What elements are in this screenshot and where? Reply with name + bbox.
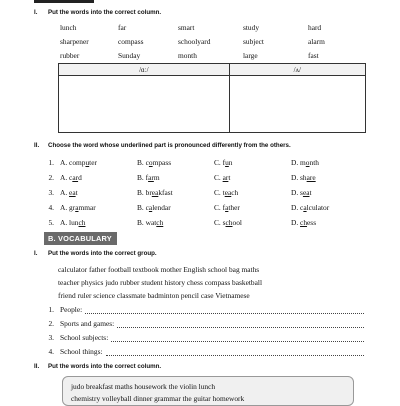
underlined-part: a: [303, 203, 307, 212]
answer-option[interactable]: [137, 188, 214, 197]
option-text: m: [300, 158, 306, 167]
option-text: A.: [60, 203, 70, 212]
underlined-part: ch: [225, 218, 233, 227]
word-item: subject: [243, 36, 264, 46]
option-text: gr: [69, 203, 76, 212]
underlined-part: a: [225, 203, 229, 212]
option-text: m: [153, 173, 160, 182]
option-text: lun: [69, 218, 79, 227]
option-text: ther: [228, 203, 240, 212]
answer-option[interactable]: [214, 218, 291, 227]
underlined-part: ea: [69, 188, 76, 197]
column-header-aa: /ɑː/: [59, 64, 230, 76]
word-item: schoolyard: [178, 36, 211, 46]
word-item: compass: [118, 36, 144, 46]
word-line: friend ruler science classmate badminton pencil case Vietnamese: [58, 291, 250, 300]
item-number: 1.: [48, 305, 54, 314]
instruction-text: Put the words into the correct group.: [48, 250, 157, 257]
underlined-part: a: [148, 203, 153, 212]
item-number: 3.: [48, 333, 54, 342]
option-text: c: [300, 203, 304, 212]
exercise-number: I.: [34, 250, 38, 257]
option-text: br: [145, 188, 152, 197]
word-row: [60, 34, 360, 48]
answer-option[interactable]: [60, 218, 137, 227]
word-item: far: [118, 22, 127, 32]
option-text: D.: [291, 188, 301, 197]
answer-option[interactable]: [291, 203, 371, 212]
option-text: mpass: [152, 158, 172, 167]
group-subjects-line[interactable]: [34, 330, 364, 342]
word-line: chemistry volleyball dinner grammar the guitar homework: [71, 394, 245, 403]
answer-cell-uh[interactable]: [229, 76, 365, 133]
word-line: calculator father football textbook mother English school bag maths: [58, 265, 260, 274]
answer-option[interactable]: [291, 173, 371, 182]
option-text: ter: [89, 158, 97, 167]
option-text: B.: [137, 173, 146, 182]
underlined-part: ea: [302, 188, 310, 197]
option-text: A.: [60, 158, 70, 167]
answer-option[interactable]: [214, 173, 291, 182]
answer-option[interactable]: [291, 158, 371, 167]
option-text: lendar: [152, 203, 171, 212]
group-people-line[interactable]: [34, 302, 364, 314]
option-text: B.: [137, 218, 146, 227]
option-text: comp: [69, 158, 86, 167]
underlined-part: ar: [72, 173, 79, 182]
option-text: A.: [60, 218, 70, 227]
exercise-number: II.: [34, 142, 40, 149]
top-rule: [34, 0, 94, 3]
underlined-part: o: [148, 158, 153, 167]
answer-line[interactable]: [111, 333, 364, 342]
word-row: [60, 48, 360, 62]
option-text: s: [300, 188, 303, 197]
answer-option[interactable]: [137, 218, 214, 227]
option-text: t: [222, 188, 225, 197]
option-text: sh: [300, 173, 307, 182]
option-text: D.: [291, 158, 301, 167]
word-item: rubber: [60, 50, 80, 60]
option-text: B.: [137, 203, 146, 212]
word-item: fast: [308, 50, 319, 60]
section-badge: B. VOCABULARY: [44, 232, 117, 245]
option-text: D.: [291, 173, 301, 182]
option-text: C.: [214, 218, 223, 227]
underlined-part: ea: [151, 188, 159, 197]
question-row: [34, 170, 374, 185]
option-text: C.: [214, 203, 223, 212]
answer-option[interactable]: [214, 158, 291, 167]
underlined-part: ea: [224, 188, 232, 197]
underlined-part: ar: [148, 173, 154, 182]
option-text: f: [222, 158, 226, 167]
option-text: c: [69, 173, 73, 182]
group-things-line[interactable]: [34, 344, 364, 356]
answer-option[interactable]: [60, 173, 137, 182]
question-row: [34, 200, 374, 215]
word-box: [62, 376, 354, 406]
option-text: c: [145, 158, 149, 167]
word-item: study: [243, 22, 260, 32]
option-text: f: [222, 203, 226, 212]
option-text: lculator: [306, 203, 330, 212]
word-line: judo breakfast maths housework the violin lunch: [71, 382, 216, 391]
underlined-part: ch: [156, 218, 164, 227]
group-label: School things:: [60, 347, 103, 356]
option-text: n: [228, 158, 233, 167]
answer-option[interactable]: [60, 158, 137, 167]
answer-cell-aa[interactable]: [59, 76, 230, 133]
word-item: alarm: [308, 36, 325, 46]
answer-option[interactable]: [291, 188, 371, 197]
question-number: 1.: [48, 158, 54, 167]
word-item: large: [243, 50, 258, 60]
exercise-number: II.: [34, 363, 40, 370]
word-item: lunch: [60, 22, 77, 32]
answer-option[interactable]: [60, 203, 137, 212]
exercise-b2-instruction: [34, 363, 161, 370]
question-number: 4.: [48, 203, 54, 212]
phoneme-table: [58, 63, 366, 133]
option-text: C.: [214, 188, 223, 197]
option-text: s: [222, 218, 226, 227]
answer-option[interactable]: [137, 203, 214, 212]
option-text: ess: [307, 218, 317, 227]
answer-line[interactable]: [117, 319, 364, 328]
option-text: D.: [291, 218, 301, 227]
instruction-text: Choose the word whose underlined part is pronounced differently from the others.: [48, 142, 291, 149]
word-item: month: [178, 50, 197, 60]
exercise-a2-instruction: [34, 142, 291, 149]
question-number: 3.: [48, 188, 54, 197]
column-header-uh: /ʌ/: [229, 64, 365, 76]
vocabulary-word-list: [58, 263, 358, 302]
option-text: C.: [214, 173, 223, 182]
option-text: t: [309, 188, 312, 197]
option-text: A.: [60, 188, 70, 197]
question-row: [34, 215, 374, 230]
instruction-text: Put the words into the correct column.: [48, 9, 162, 16]
group-label: People:: [60, 305, 83, 314]
word-item: smart: [178, 22, 195, 32]
option-text: ch: [231, 188, 239, 197]
option-text: c: [145, 203, 149, 212]
underlined-part: are: [306, 173, 316, 182]
option-text: ool: [232, 218, 242, 227]
group-label: School subjects:: [60, 333, 109, 342]
multiple-choice-list: [34, 155, 374, 230]
option-text: nth: [309, 158, 319, 167]
option-text: B.: [137, 188, 146, 197]
option-text: mmar: [78, 203, 96, 212]
group-label: Sports and games:: [60, 319, 115, 328]
exercise-b1-instruction: [34, 250, 157, 257]
instruction-text: Put the words into the correct column.: [48, 363, 162, 370]
word-item: hard: [308, 22, 322, 32]
option-text: f: [145, 173, 149, 182]
underlined-part: a: [75, 203, 79, 212]
answer-line[interactable]: [106, 347, 365, 356]
exercise-a1-instruction: [34, 9, 161, 16]
answer-option[interactable]: [137, 173, 214, 182]
question-number: 5.: [48, 218, 54, 227]
underlined-part: o: [305, 158, 310, 167]
item-number: 4.: [48, 347, 54, 356]
word-line: teacher physics judo rubber student history chess compass basketball: [58, 278, 263, 287]
option-text: B.: [137, 158, 146, 167]
option-text: kfast: [158, 188, 173, 197]
underlined-part: ar: [222, 173, 229, 182]
underlined-part: u: [225, 158, 229, 167]
item-number: 2.: [48, 319, 54, 328]
question-row: [34, 155, 374, 170]
word-item: sharpener: [60, 36, 89, 46]
underlined-part: ch: [300, 218, 308, 227]
option-text: t: [228, 173, 231, 182]
question-row: [34, 185, 374, 200]
option-text: wat: [145, 218, 157, 227]
answer-option[interactable]: [60, 188, 137, 197]
answer-option[interactable]: [214, 188, 291, 197]
option-text: t: [75, 188, 78, 197]
group-sports-line[interactable]: [34, 316, 364, 328]
word-bank-grid: [60, 20, 360, 62]
question-number: 2.: [48, 173, 54, 182]
answer-option[interactable]: [137, 158, 214, 167]
answer-option[interactable]: [291, 218, 371, 227]
underlined-part: ch: [78, 218, 86, 227]
option-text: C.: [214, 158, 223, 167]
answer-option[interactable]: [214, 203, 291, 212]
exercise-number: I.: [34, 9, 38, 16]
answer-line[interactable]: [85, 305, 364, 314]
word-row: [60, 20, 360, 34]
word-item: Sunday: [118, 50, 141, 60]
option-text: A.: [60, 173, 70, 182]
option-text: d: [78, 173, 82, 182]
underlined-part: u: [85, 158, 90, 167]
option-text: D.: [291, 203, 301, 212]
